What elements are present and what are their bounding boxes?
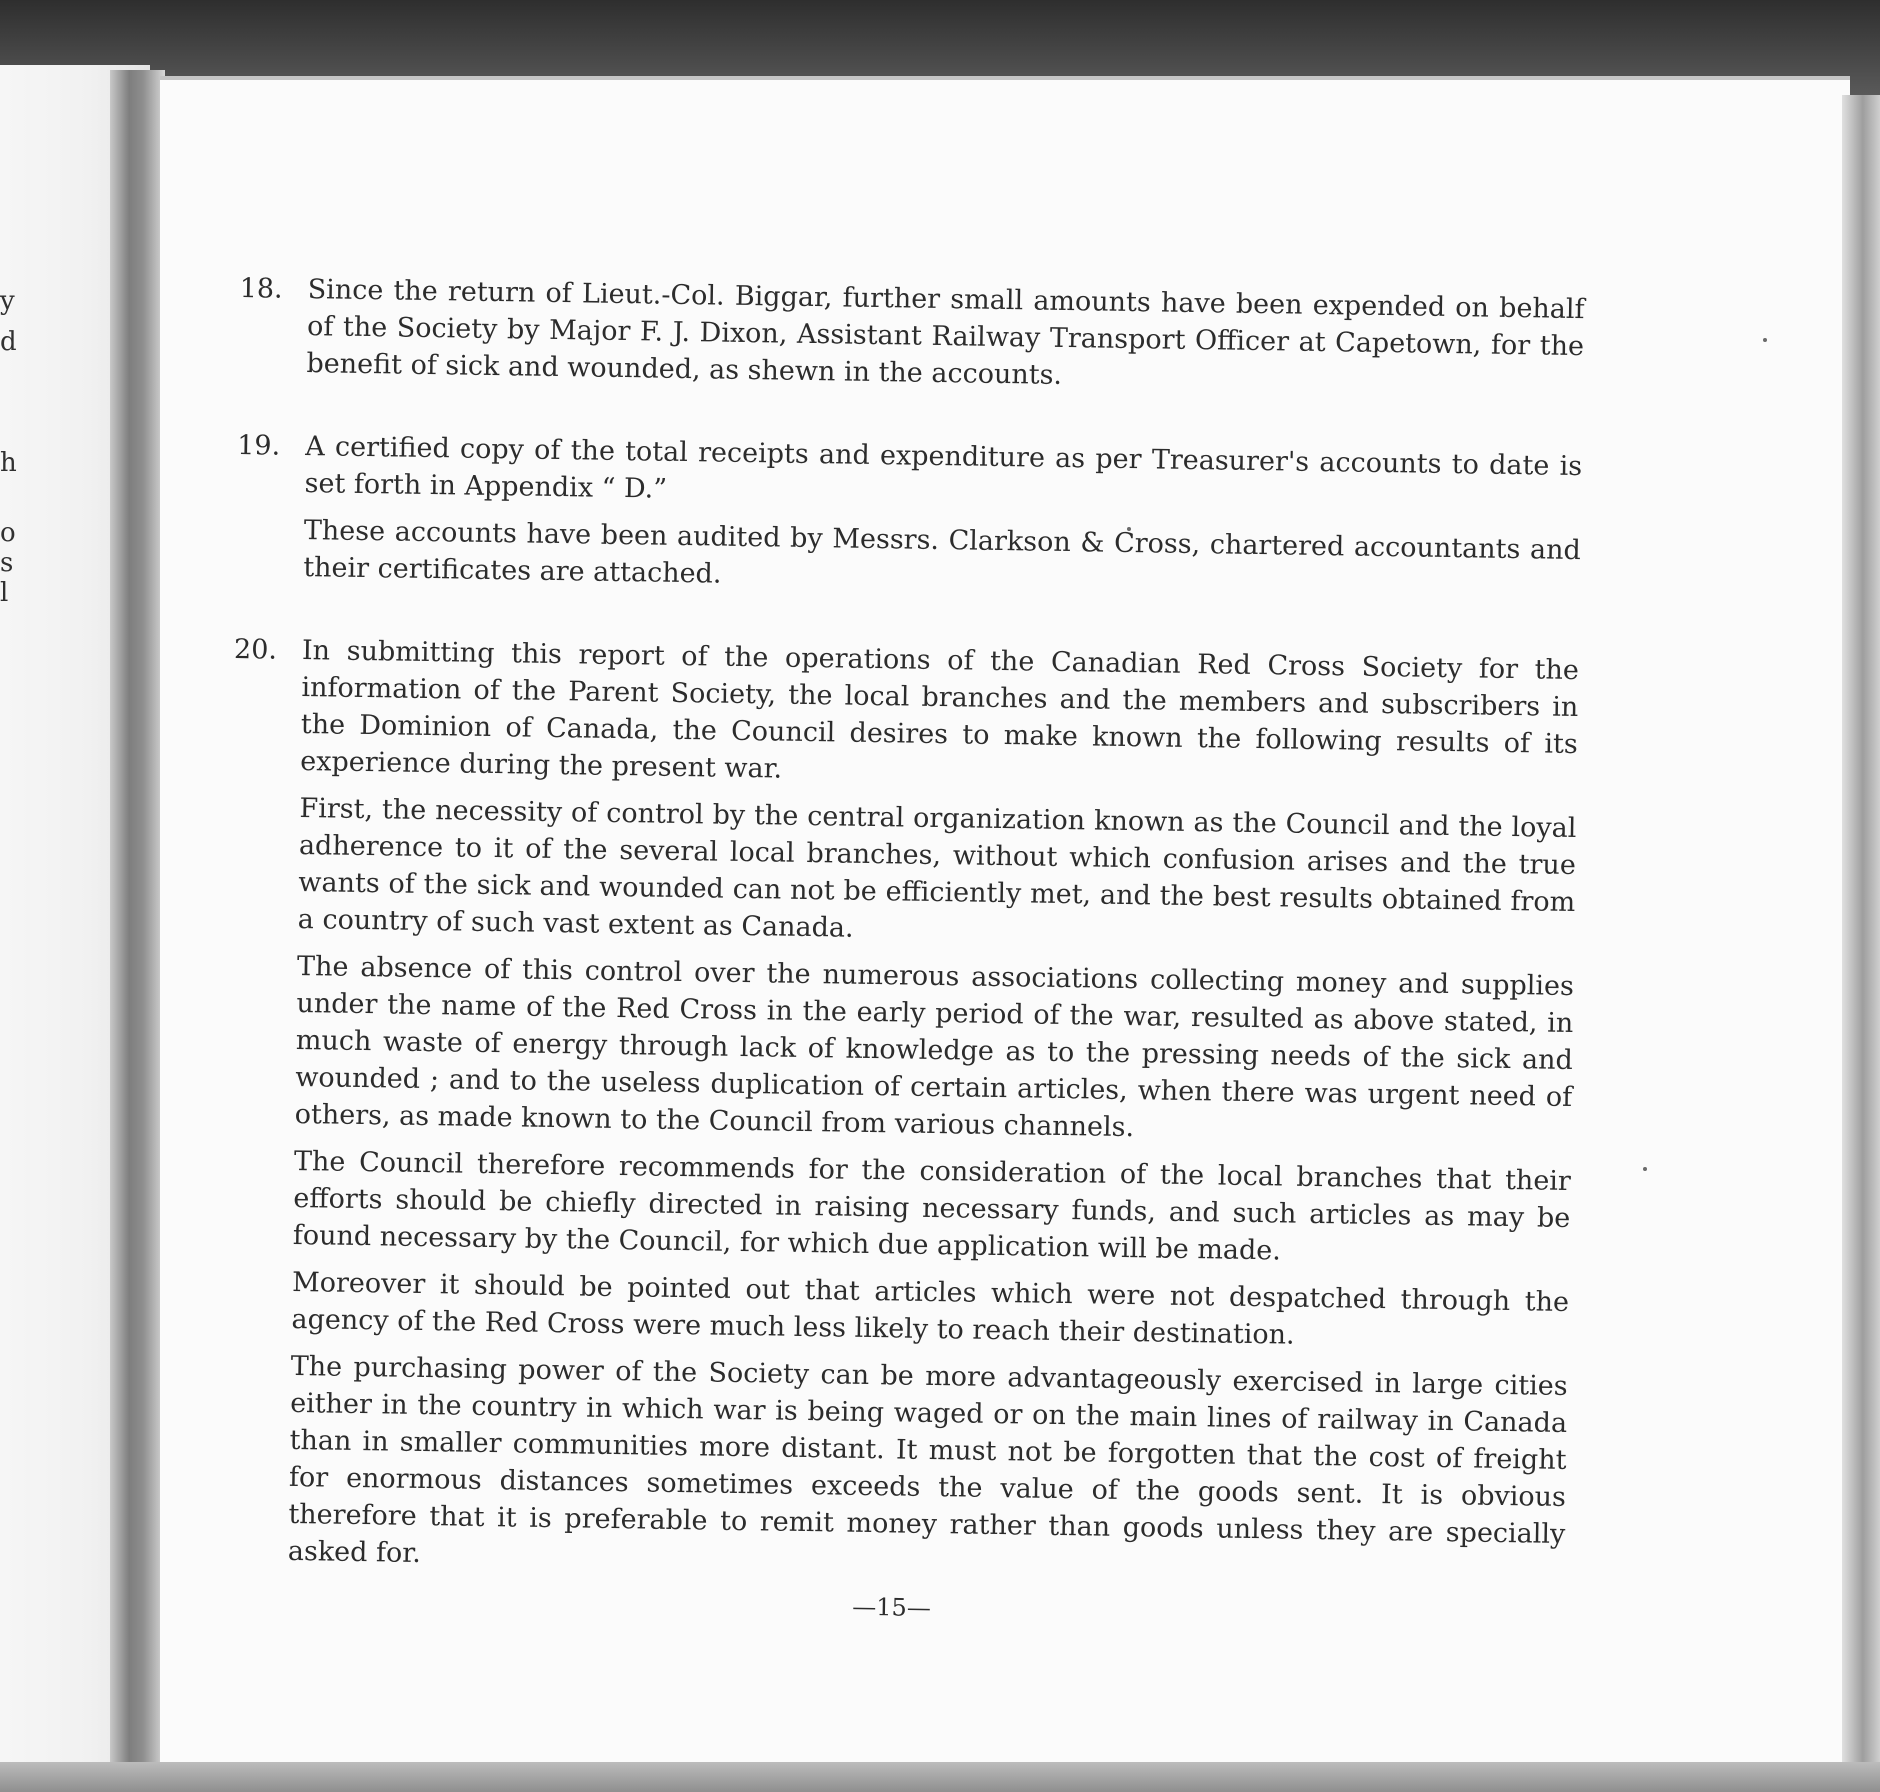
- scan-bottom-edge: [0, 1762, 1880, 1792]
- section-19: [235, 427, 1582, 606]
- paragraph: A certified copy of the total receipts and expenditure as per Treasurer's accounts to date is set forth in Appendix “ D.”: [304, 431, 1583, 505]
- paragraph: Since the return of Lieut.-Col. Biggar, further small amounts have been expended on behalf of the Society by Major F. J. Dixon, Assistant Railway Transport Officer at Capetown, for the benefit of sick and wounded, as shewn in the accounts.: [306, 274, 1585, 391]
- paragraph: The Council therefore recommends for the consideration of the local branches that their efforts should be chiefly directed in raising necessary funds, and such articles as may be found necessary by the Council, for which due application will be made.: [292, 1145, 1572, 1267]
- page-number: —15—: [852, 1592, 932, 1623]
- facing-page-letter: o: [0, 518, 16, 548]
- facing-page-letter: y: [0, 286, 15, 316]
- section-number: 18.: [239, 272, 283, 305]
- section-number: 19.: [236, 429, 281, 462]
- paragraph: The purchasing power of the Society can be more advantageously exercised in large cities either in the country in which war is being waged or on the main lines of railway in Canada than in smaller communities more distant. It must not be forgotten that the cost of freight for enormous distances sometimes exceeds the value of the goods sent. It is obvious therefore that it is preferable to remit money rather than goods unless they are specially asked for.: [287, 1350, 1568, 1569]
- facing-page-letter: l: [0, 578, 9, 608]
- paragraph: The absence of this control over the numerous associations collecting money and supplies under the name of the Red Cross in the early period of the war, resulted as above stated, in much waste of energy through lack of knowledge as to the pressing needs of the sick and wounded ; and to the useless duplication of certain articles, when there was urgent need of others, as made known to the Council from various channels.: [294, 950, 1575, 1144]
- section-20: [220, 631, 1580, 1590]
- facing-page-letter: s: [0, 548, 14, 578]
- facing-page-letter: h: [0, 448, 17, 478]
- paper-speck: [1643, 1167, 1647, 1171]
- paper-speck: [1763, 338, 1767, 342]
- section-18: [238, 270, 1585, 402]
- section-number: 20.: [233, 633, 278, 666]
- book-gutter: [110, 70, 165, 1770]
- paragraph: Moreover it should be pointed out that articles which were not despatched through the agency of the Red Cross were much less likely to reach their destination.: [291, 1266, 1570, 1351]
- facing-page-letter: d: [0, 327, 17, 357]
- paragraph: In submitting this report of the operations of the Canadian Red Cross Society for the information of the Parent Society, the local branches and the members and subscribers in the Dominion of Canada, the Council desires to make known the following results of its experience during the present war.: [300, 635, 1580, 785]
- paragraph: First, the necessity of control by the central organization known as the Council and the loyal adherence to it of the several local branches, without which confusion arises and the true wants of the sick and wounded can not be efficiently met, and the best results obtained from a country of such vast extent as Canada.: [297, 793, 1577, 944]
- paragraph: These accounts have been audited by Messrs. Clarkson & Cross, chartered accountants and their certificates are attached.: [303, 515, 1582, 590]
- page-right-edge: [1842, 95, 1880, 1775]
- document-text: [219, 270, 1585, 1637]
